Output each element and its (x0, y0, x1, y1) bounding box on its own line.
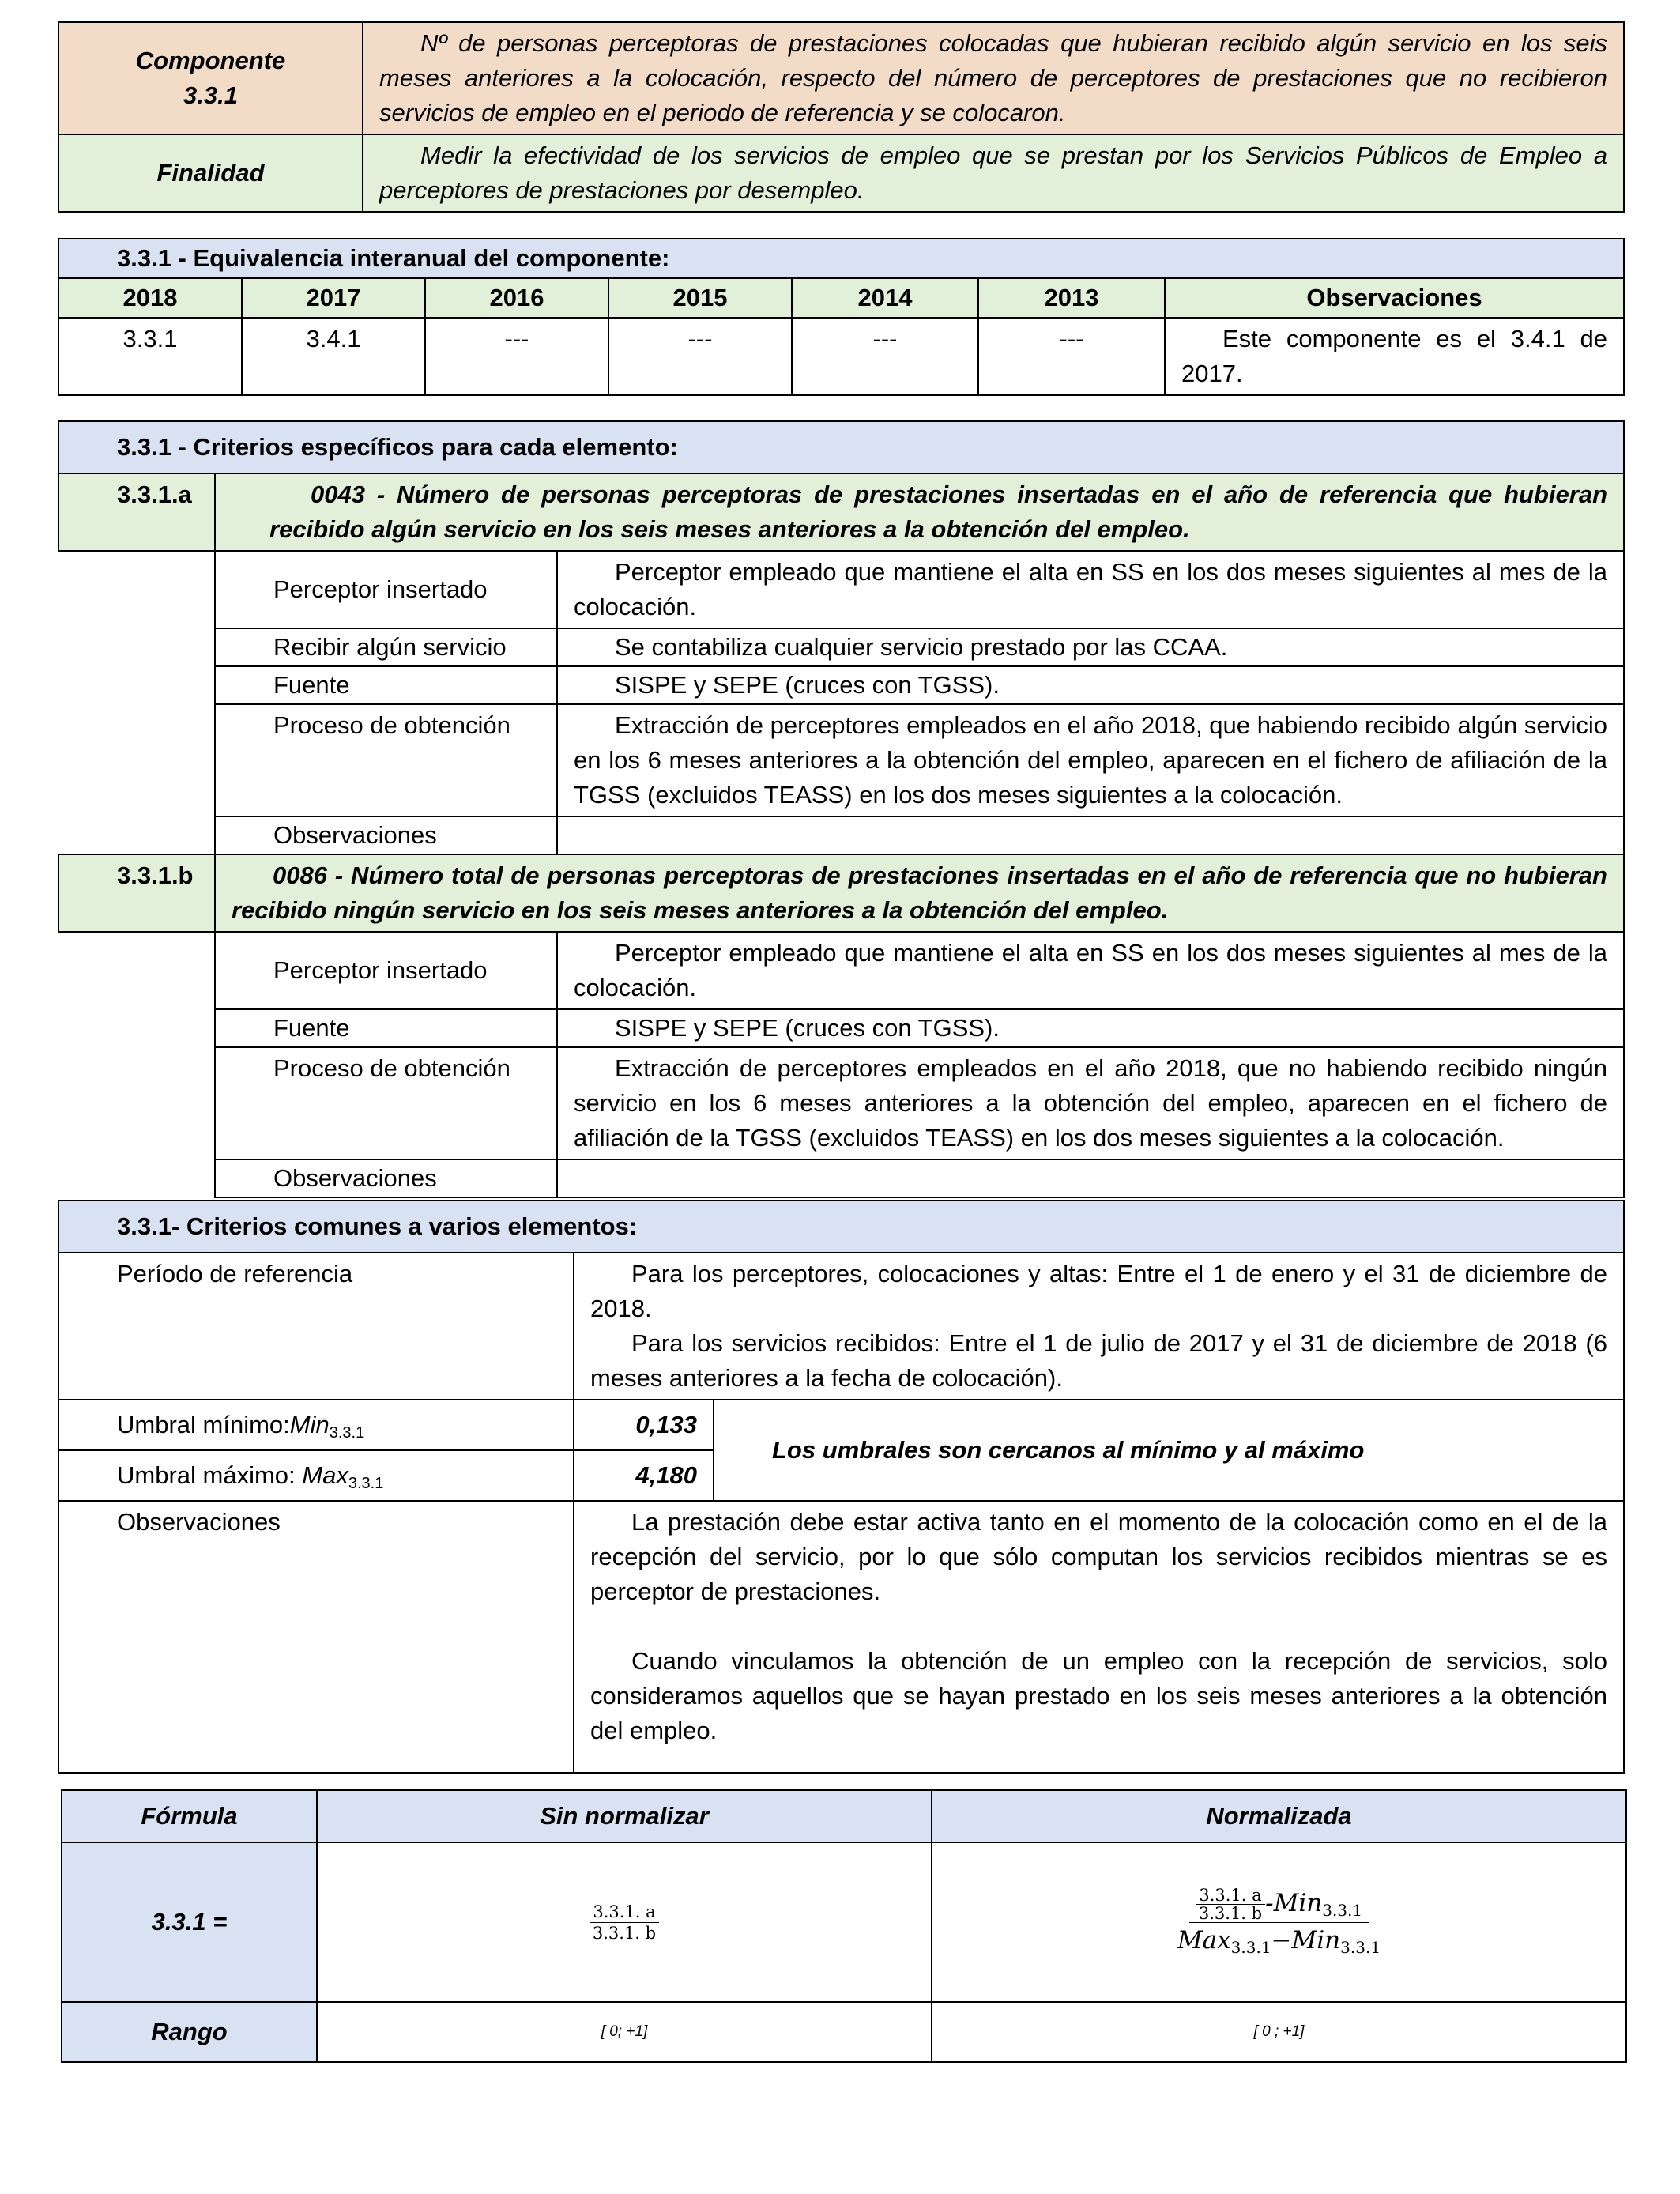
componente-text: Nº de personas perceptoras de prestaciones colocadas que hubieran recibido algún servicio en los seis meses anteriores a la colocación, respecto del número de perceptores de prestaciones que no recibieron servicios de empleo en el periodo de referencia y se colocaron. (363, 22, 1624, 134)
finalidad-label: Finalidad (58, 134, 363, 212)
rango-normalized: [ 0 ; +1] (932, 2002, 1626, 2062)
element-b-label-observaciones: Observaciones (215, 1159, 557, 1197)
formula-norm-max: Max (1177, 1926, 1231, 1955)
element-b-label-proceso: Proceso de obtención (215, 1047, 557, 1159)
formula-norm-den-min-sub: 3.3.1 (1340, 1938, 1381, 1957)
element-a-value-observaciones (557, 816, 1624, 854)
umbral-min-var: Min (289, 1411, 330, 1438)
element-b-value-proceso: Extracción de perceptores empleados en el año 2018, que no habiendo recibido ningún servicio en los 6 meses anteriores a la obtención del empleo, aparecen en el fichero de afiliación de la TGSS (excluidos TEASS) en los dos meses siguientes a la colocación. (557, 1047, 1624, 1159)
obs-value (574, 1501, 1624, 1773)
obs-label: Observaciones (58, 1501, 574, 1773)
element-b-label-perceptor: Perceptor insertado (215, 932, 557, 1009)
element-b-value-observaciones (557, 1159, 1624, 1197)
formula-raw (317, 1842, 932, 2002)
finalidad-text: Medir la efectividad de los servicios de empleo que se prestan por los Servicios Públicos de Empleo a perceptores de prestaciones por desempleo. (363, 134, 1624, 212)
rango-label: Rango (62, 2002, 317, 2062)
formula-norm-minus-min: -Min (1265, 1889, 1323, 1917)
obs-p2: Cuando vinculamos la obtención de un empleo con la recepción de servicios, solo consideramos aquellos que se hayan prestado en los seis meses anteriores a la obtención del empleo. (590, 1647, 1607, 1744)
periodo-value (574, 1253, 1624, 1400)
element-a-value-fuente: SISPE y SEPE (cruces con TGSS). (557, 666, 1624, 704)
formula-norm-numerator (1189, 1887, 1369, 1923)
element-a-label-proceso: Proceso de obtención (215, 704, 557, 816)
element-a-code: 3.3.1.a (58, 473, 215, 551)
element-a-value-proceso: Extracción de perceptores empleados en el año 2018, que habiendo recibido algún servicio en los 6 meses anteriores a la obtención del empleo, aparecen en el fichero de afiliación de la TGSS (excluidos TEASS) en los dos meses siguientes a la colocación. (557, 704, 1624, 816)
periodo-p1: Para los perceptores, colocaciones y altas: Entre el 1 de enero y el 31 de diciembre de 2018. (590, 1260, 1607, 1322)
equiv-cell-observaciones: Este componente es el 3.4.1 de 2017. (1165, 318, 1624, 395)
formula-raw-den: 3.3.1. b (592, 1923, 657, 1943)
element-b-label-fuente: Fuente (215, 1009, 557, 1047)
umbral-min-value: 0,133 (574, 1400, 714, 1450)
formula-norm-denominator (1171, 1923, 1387, 1958)
equiv-cell-2014: --- (792, 318, 978, 395)
equiv-cell-2017: 3.4.1 (242, 318, 425, 395)
criterios-title: 3.3.1 - Criterios específicos para cada elemento: (58, 421, 1624, 473)
periodo-p2: Para los servicios recibidos: Entre el 1 de julio de 2017 y el 31 de diciembre de 2018 (6 meses anteriores a la fecha de colocación). (590, 1329, 1607, 1392)
element-a-value-perceptor: Perceptor empleado que mantiene el alta en SS en los dos meses siguientes al mes de la colocación. (557, 551, 1624, 628)
formula-normalized (932, 1842, 1626, 2002)
formula-norm-min-sub: 3.3.1 (1322, 1901, 1363, 1920)
element-a-label-servicio: Recibir algún servicio (215, 628, 557, 666)
element-a-label-fuente: Fuente (215, 666, 557, 704)
component-header-table (58, 21, 1625, 213)
formula-row-label: 3.3.1 = (62, 1842, 317, 2002)
umbral-max-value: 4,180 (574, 1450, 714, 1501)
formula-raw-num: 3.3.1. a (590, 1902, 658, 1923)
col-2015: 2015 (608, 278, 792, 318)
equiv-cell-2016: --- (425, 318, 608, 395)
formula-norm-inner-num: 3.3.1. a (1196, 1887, 1264, 1905)
element-a-value-servicio: Se contabiliza cualquier servicio prestado por las CCAA. (557, 628, 1624, 666)
col-2014: 2014 (792, 278, 978, 318)
element-a-title: 0043 - Número de personas perceptoras de prestaciones insertadas en el año de referencia que hubieran recibido algún servicio en los seis meses anteriores a la obtención del empleo. (215, 473, 1624, 551)
col-2017: 2017 (242, 278, 425, 318)
umbral-max-label (58, 1450, 574, 1501)
periodo-label: Período de referencia (58, 1253, 574, 1400)
formula-norm-den-minus-min: −Min (1271, 1926, 1341, 1955)
equiv-cell-2013: --- (978, 318, 1165, 395)
formula-table (61, 1789, 1627, 2063)
umbral-max-sub: 3.3.1 (348, 1475, 384, 1492)
umbral-max-var: Max (302, 1461, 348, 1489)
element-b-spacer (58, 932, 215, 1197)
formula-norm-inner-den: 3.3.1. b (1198, 1904, 1263, 1923)
formula-norm-inner-fraction (1196, 1887, 1265, 1922)
element-a-label-observaciones: Observaciones (215, 816, 557, 854)
obs-p1: La prestación debe estar activa tanto en el momento de la colocación como en el de la recepción del servicio, por lo que sólo computan los servicios recibidos mientras se es perceptor de prestaciones. (590, 1508, 1607, 1605)
umbral-note: Los umbrales son cercanos al mínimo y al máximo (714, 1400, 1624, 1501)
equivalencia-table (58, 238, 1625, 396)
formula-norm-max-sub: 3.3.1 (1230, 1938, 1271, 1957)
rango-raw: [ 0; +1] (317, 2002, 932, 2062)
formula-raw-fraction (590, 1902, 659, 1943)
comunes-title: 3.3.1- Criterios comunes a varios elementos: (58, 1201, 1624, 1253)
formula-col-normalizada: Normalizada (932, 1790, 1626, 1842)
equiv-cell-2015: --- (608, 318, 792, 395)
formula-col-sin-normalizar: Sin normalizar (317, 1790, 932, 1842)
equivalencia-title: 3.3.1 - Equivalencia interanual del componente: (58, 239, 1624, 278)
element-b-code: 3.3.1.b (58, 854, 215, 932)
umbral-min-text: Umbral mínimo: (117, 1411, 290, 1438)
formula-col-formula: Fórmula (62, 1790, 317, 1842)
obs-gap (590, 1609, 1607, 1644)
umbral-max-text: Umbral máximo: (117, 1461, 303, 1489)
formula-norm-fraction (1171, 1887, 1387, 1958)
element-a-label-perceptor: Perceptor insertado (215, 551, 557, 628)
col-observaciones: Observaciones (1165, 278, 1624, 318)
equiv-cell-2018: 3.3.1 (58, 318, 242, 395)
umbral-min-label (58, 1400, 574, 1450)
criterios-especificos-table (58, 420, 1625, 1198)
element-a-spacer (58, 551, 215, 854)
umbral-min-sub: 3.3.1 (329, 1424, 365, 1442)
col-2016: 2016 (425, 278, 608, 318)
element-b-value-perceptor: Perceptor empleado que mantiene el alta en SS en los dos meses siguientes al mes de la colocación. (557, 932, 1624, 1009)
element-b-title: 0086 - Número total de personas perceptoras de prestaciones insertadas en el año de referencia que no hubieran recibido ningún servicio en los seis meses anteriores a la obtención del empleo. (215, 854, 1624, 932)
criterios-comunes-table (58, 1200, 1625, 1774)
element-b-value-fuente: SISPE y SEPE (cruces con TGSS). (557, 1009, 1624, 1047)
col-2018: 2018 (58, 278, 242, 318)
componente-label: Componente 3.3.1 (58, 22, 363, 134)
col-2013: 2013 (978, 278, 1165, 318)
